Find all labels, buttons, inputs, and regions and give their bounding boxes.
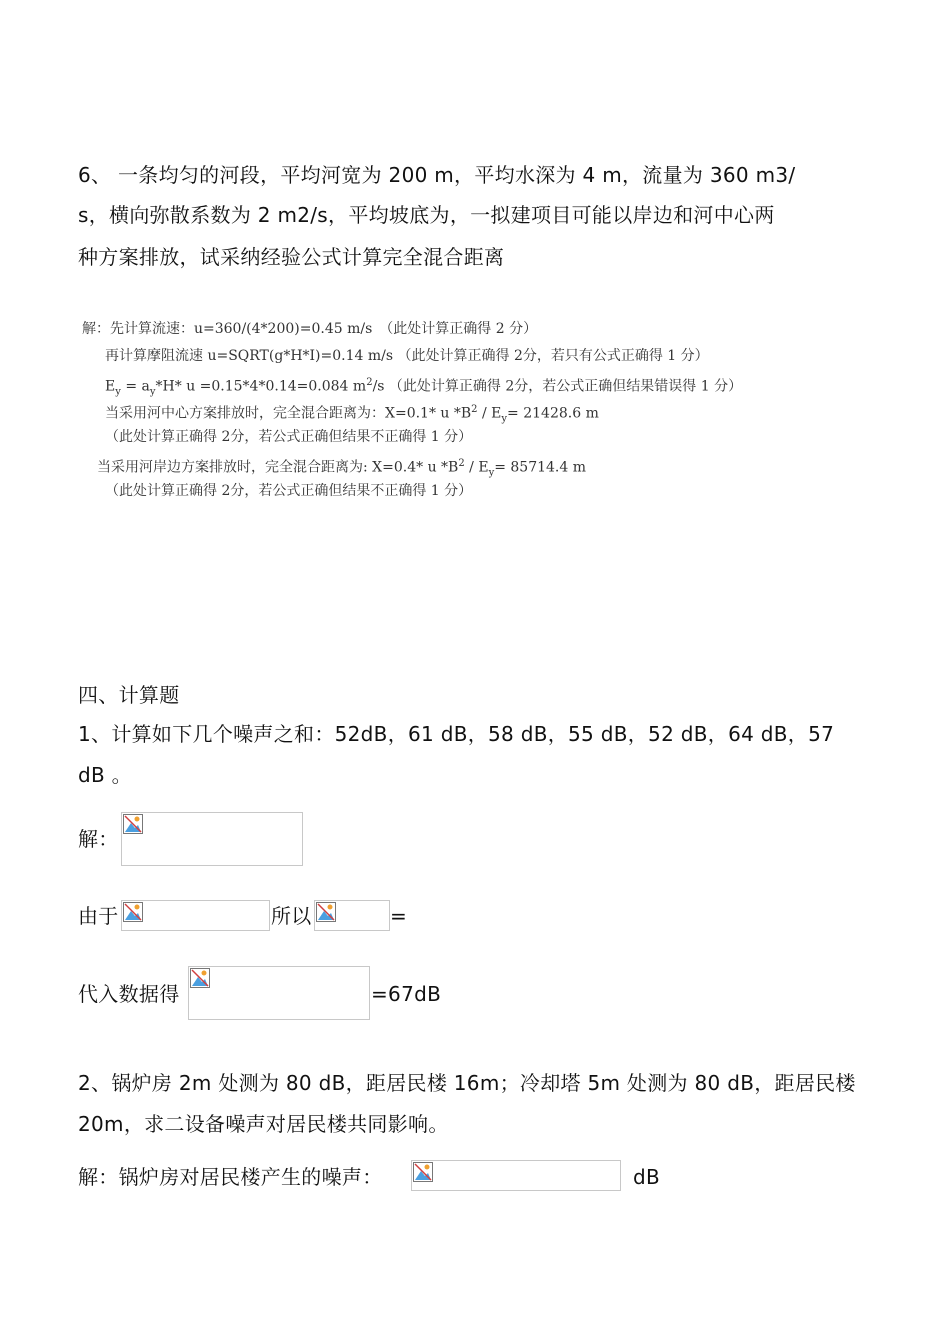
result-value: =67dB (371, 982, 442, 1006)
substitute-label: 代入数据得 (78, 982, 180, 1006)
q1-line-1: 1、计算如下几个噪声之和：52dB，61 dB，58 dB，55 dB，52 dB，64 dB，57 (78, 722, 835, 746)
q2-unit: dB (633, 1165, 661, 1189)
broken-image-icon (314, 900, 390, 931)
because-label: 由于 (78, 904, 119, 928)
so-label: 所以 (271, 904, 312, 928)
broken-image-icon (121, 900, 270, 931)
q1-line-2: dB 。 (78, 763, 132, 787)
broken-image-icon (188, 966, 370, 1020)
broken-image-icon (411, 1160, 621, 1191)
q2-line-1: 2、锅炉房 2m 处测为 80 dB，距居民楼 16m；冷却塔 5m 处测为 80 dB，距居民楼 (78, 1071, 856, 1095)
solution-line-4: 当采用河中心方案排放时，完全混合距离为：X=0.1* u $*B^2 / E_y= 21428.6$ m (105, 404, 599, 425)
solution-line-2: 再计算摩阻流速 u=SQRT(g*H*I)=0.14 m/s （此处计算正确得 2分，若只有公式正确得 1 分） (105, 348, 709, 364)
solution-line-5: （此处计算正确得 2分，若公式正确但结果不正确得 1 分） (105, 429, 473, 445)
broken-image-icon (121, 812, 303, 866)
solution-line-3: $E_y = a_y*H*$ u =0.15*4*0.14=0.084 $m^2/s$ （此处计算正确得 2分，若公式正确但结果错误得 1 分） (105, 377, 743, 398)
equals-sign: = (390, 904, 408, 928)
q6-line-3: 种方案排放，试采纳经验公式计算完全混合距离 (78, 245, 505, 269)
q6-line-1: 6、 一条均匀的河段，平均河宽为 200 m，平均水深为 4 m，流量为 360 m3/ (78, 163, 796, 187)
solution-line-6: 当采用河岸边方案排放时，完全混合距离为: X=0.4* u $*B^2 / E_y= 85714.4$ m (97, 458, 587, 479)
q6-line-2: s，横向弥散系数为 2 m2/s，平均坡底为，一拟建项目可能以岸边和河中心两 (78, 203, 775, 227)
section-title: 四、计算题 (78, 683, 180, 707)
answer-label: 解： (78, 827, 119, 851)
q2-answer-label: 解：锅炉房对居民楼产生的噪声： (78, 1165, 383, 1189)
q2-line-2: 20m，求二设备噪声对居民楼共同影响。 (78, 1112, 449, 1136)
solution-line-1: 解：先计算流速：u=360/(4*200)=0.45 m/s （此处计算正确得 2 分） (82, 321, 538, 337)
solution-line-7: （此处计算正确得 2分，若公式正确但结果不正确得 1 分） (105, 483, 473, 499)
